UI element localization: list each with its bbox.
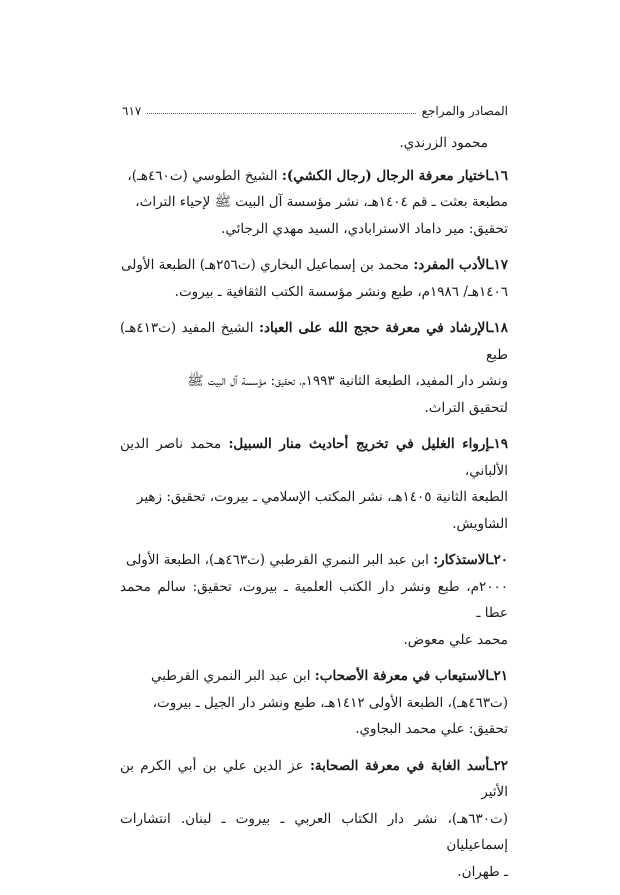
entry-number: ١٧ـ bbox=[489, 257, 508, 273]
entry-line: ابن عبد البر النمري القرطبي (ت٤٦٣هـ)، الطبعة الأولى bbox=[125, 552, 429, 568]
entry-title: إرواء الغليل في تخريج أحاديث منار السبيل: bbox=[228, 436, 490, 452]
entry-line: ٢٠٠٠م، طبع ونشر دار الكتب العلمية ـ بيروت، تحقيق: سالم محمد عطا ـ bbox=[120, 578, 508, 621]
entry-line: ابن عبد البر النمري القرطبي bbox=[150, 668, 311, 684]
bibliography-entry-17 bbox=[120, 252, 508, 305]
continuation-line: محمود الزرندي. bbox=[399, 135, 488, 151]
bibliography-entry-16 bbox=[120, 163, 508, 243]
entry-number: ١٦ـ bbox=[489, 167, 508, 184]
running-header bbox=[122, 96, 508, 118]
entry-line: ونشر دار المفيد، الطبعة الثانية ١٩٩٣م، تحقيق: مؤسسة آل البيت ﷺ bbox=[187, 373, 508, 389]
entry-line: محمد بن إسماعيل البخاري (ت٢٥٦هـ) الطبعة الأولى bbox=[121, 257, 410, 273]
header-title: المصادر والمراجع bbox=[421, 104, 508, 118]
entry-number: ١٩ـ bbox=[489, 436, 508, 452]
entry-line: الشاويش. bbox=[452, 515, 508, 532]
header-leader-dots bbox=[147, 113, 415, 114]
entry-title: أسد الغابة في معرفة الصحابة: bbox=[309, 757, 490, 774]
bibliography-entry-21 bbox=[120, 663, 508, 743]
entry-number: ٢٠ـ bbox=[489, 552, 508, 568]
entry-title: الاستيعاب في معرفة الأصحاب: bbox=[314, 668, 490, 684]
bibliography-entry-22 bbox=[120, 753, 508, 886]
entry-line: (ت٦٣٠هـ)، نشر دار الكتاب العربي ـ بيروت ـ لبنان. انتشارات إسماعيليان bbox=[120, 810, 508, 853]
entry-line: محمد علي معوض. bbox=[403, 631, 508, 648]
bibliography-entry-20 bbox=[120, 547, 508, 653]
entry-line: محمد ناصر الدين الألباني، bbox=[120, 436, 508, 479]
entry-line: (ت٤٦٣هـ)، الطبعة الأولى ١٤١٢هـ، طبع ونشر دار الجيل ـ بيروت، bbox=[152, 694, 508, 711]
entry-number: ١٨ـ bbox=[489, 320, 508, 336]
entry-line: الطبعة الثانية ١٤٠٥هـ، نشر المكتب الإسلامي ـ بيروت، تحقيق: زهير bbox=[136, 489, 508, 505]
page-number: ٦١٧ bbox=[122, 104, 142, 118]
entry-line: عز الدين علي بن أبي الكرم بن الأثير bbox=[120, 757, 508, 800]
entry-title: الإرشاد في معرفة حجج الله على العباد: bbox=[258, 320, 490, 336]
entry-line: الشيخ المفيد (ت٤١٣هـ) طبع bbox=[120, 320, 508, 363]
bibliography-entry-19 bbox=[120, 431, 508, 537]
entry-line: تحقيق: علي محمد البجاوي. bbox=[355, 721, 508, 737]
entry-line: تحقيق: مير داماد الاسترابادي، السيد مهدي الرجائي. bbox=[221, 220, 508, 237]
entry-number: ٢٢ـ bbox=[489, 757, 508, 774]
entry-line: مطبعة بعثت ـ قم ١٤٠٤هـ، نشر مؤسسة آل البيت ﷺ لإحياء التراث، bbox=[135, 194, 508, 210]
entry-title: الاستذكار: bbox=[433, 552, 490, 568]
entry-line: لتحقيق التراث. bbox=[424, 399, 508, 416]
entry-line: ـ طهران. bbox=[457, 863, 508, 880]
entry-line: الشيخ الطوسي (ت٤٦٠هـ)، bbox=[127, 167, 278, 184]
entry-title: الأدب المفرد: bbox=[413, 257, 490, 273]
entry-title: اختيار معرفة الرجال (رجال الكشي): bbox=[281, 167, 490, 184]
bibliography-list bbox=[120, 130, 508, 895]
entry-line: ١٤٠٦هـ/ ١٩٨٦م، طبع ونشر مؤسسة الكتب الثقافية ـ بيروت. bbox=[174, 283, 508, 300]
entry-number: ٢١ـ bbox=[489, 668, 508, 684]
bibliography-entry-18 bbox=[120, 315, 508, 421]
